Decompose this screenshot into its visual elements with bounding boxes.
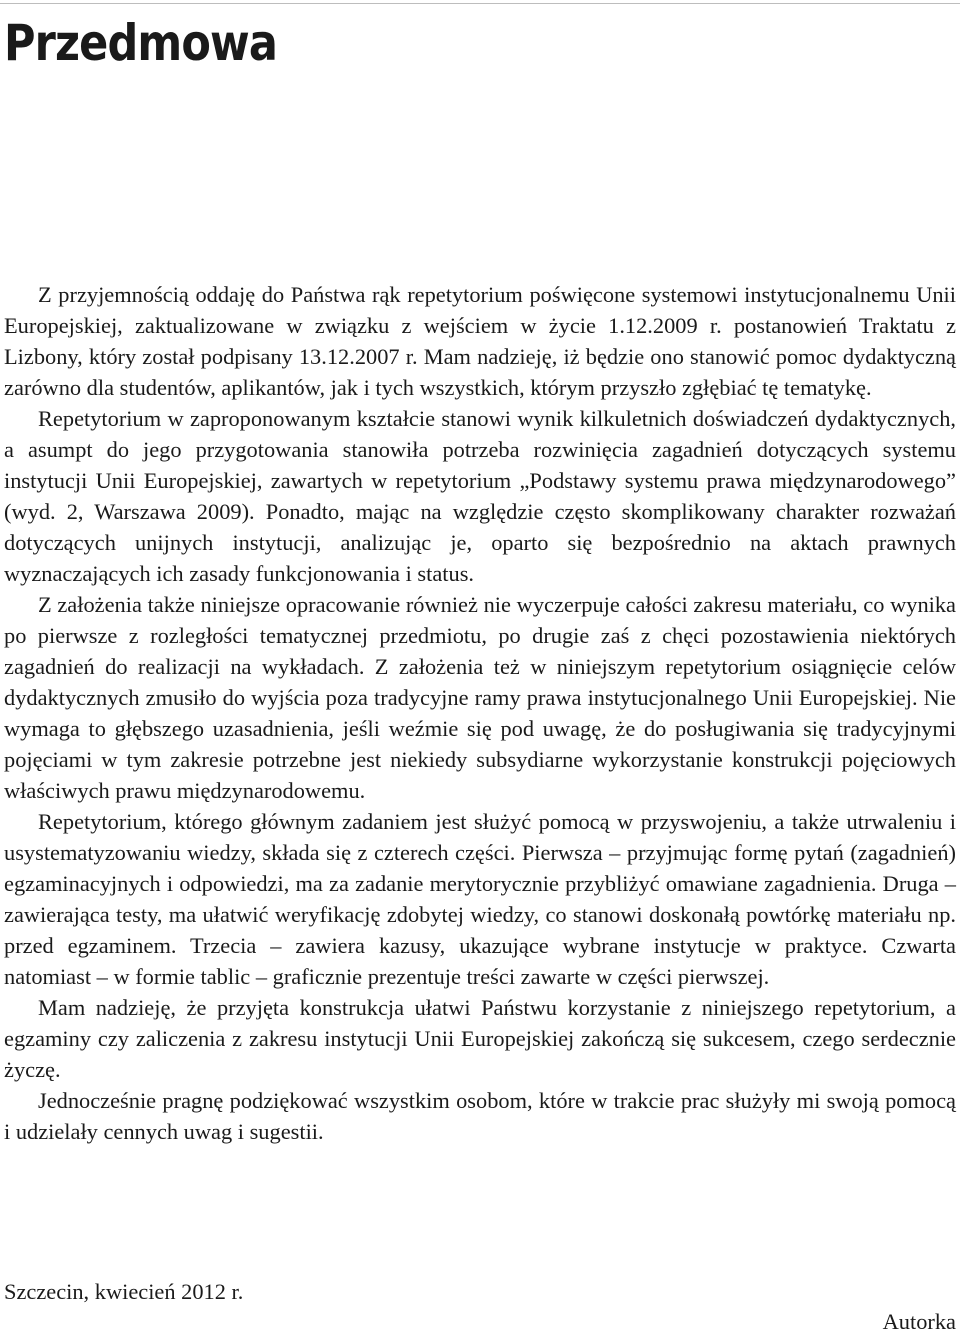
paragraph-5: Mam nadzieję, że przyjęta konstrukcja ułatwi Państwu korzystanie z niniejszego repetytorium, a egzaminy czy zaliczenia z zakresu instytucji Unii Europejskiej zakończą się sukcesem, czego serdecznie życzę. <box>4 995 956 1082</box>
paragraph-3: Z założenia także niniejsze opracowanie również nie wyczerpuje całości zakresu materiału, co wynika po pierwsze z rozległości tematycznej przedmiotu, po drugie zaś z chęci pozostawienia niektórych zagadnień do realizacji na wykładach. Z założenia też w niniejszym repetytorium osiągnięcie celów dydaktycznych zmusiło do wyjścia poza tradycyjne ramy prawa instytucjonalnego Unii Europejskiej. Nie wymaga to głębszego uzasadnienia, jeśli weźmie się pod uwagę, że do posługiwania się tradycyjnymi pojęciami w tym zakresie potrzebne jest niekiedy subsydiarne wykorzystanie konstrukcji pojęciowych właściwych prawu międzynarodowemu. <box>4 592 956 803</box>
paragraph-4: Repetytorium, którego głównym zadaniem jest służyć pomocą w przyswojeniu, a także utrwaleniu i usystematyzowaniu wiedzy, składa się z czterech części. Pierwsza – przyjmując formę pytań (zagadnień) egzaminacyjnych i odpowiedzi, ma za zadanie merytorycznie przybliżyć omawiane zagadnienia. Druga – zawierająca testy, ma ułatwić weryfikację zdobytej wiedzy, co stanowi doskonałą powtórkę materiału np. przed egzaminem. Trzecia – zawiera kazusy, ukazujące wybrane instytucje w praktyce. Czwarta natomiast – w formie tablic – graficznie prezentuje treści zawarte w części pierwszej. <box>4 809 956 989</box>
preface-body <box>4 279 956 1147</box>
paragraph-1: Z przyjemnością oddaję do Państwa rąk repetytorium poświęcone systemowi instytucjonalnemu Unii Europejskiej, zaktualizowane w związku z wejściem w życie 1.12.2009 r. postanowień Traktatu z Lizbony, który został podpisany 13.12.2007 r. Mam nadzieję, iż będzie ono stanowić pomoc dydaktyczną zarówno dla studentów, aplikantów, jak i tych wszystkich, którym przyszło zgłębiać tę tematykę. <box>4 282 956 400</box>
paragraph-2: Repetytorium w zaproponowanym kształcie stanowi wynik kilkuletnich doświadczeń dydaktycznych, a asumpt do jego przygotowania stanowiła potrzeba rozwinięcia zagadnień dotyczących systemu instytucji Unii Europejskiej, zawartych w repetytorium „Podstawy systemu prawa międzynarodowego” (wyd. 2, Warszawa 2009). Ponadto, mając na względzie często skomplikowany charakter rozważań dotyczących unijnych instytucji, analizując je, oparto się bezpośrednio na aktach prawnych wyznaczających ich zasady funkcjonowania i status. <box>4 406 956 586</box>
author-signature: Autorka <box>882 1309 956 1334</box>
top-rule <box>0 3 960 4</box>
paragraph-6: Jednocześnie pragnę podziękować wszystkim osobom, które w trakcie prac służyły mi swoją pomocą i udzielały cennych uwag i sugestii. <box>4 1088 956 1144</box>
page-title: Przedmowa <box>4 14 278 72</box>
place-and-date: Szczecin, kwiecień 2012 r. <box>4 1279 244 1304</box>
